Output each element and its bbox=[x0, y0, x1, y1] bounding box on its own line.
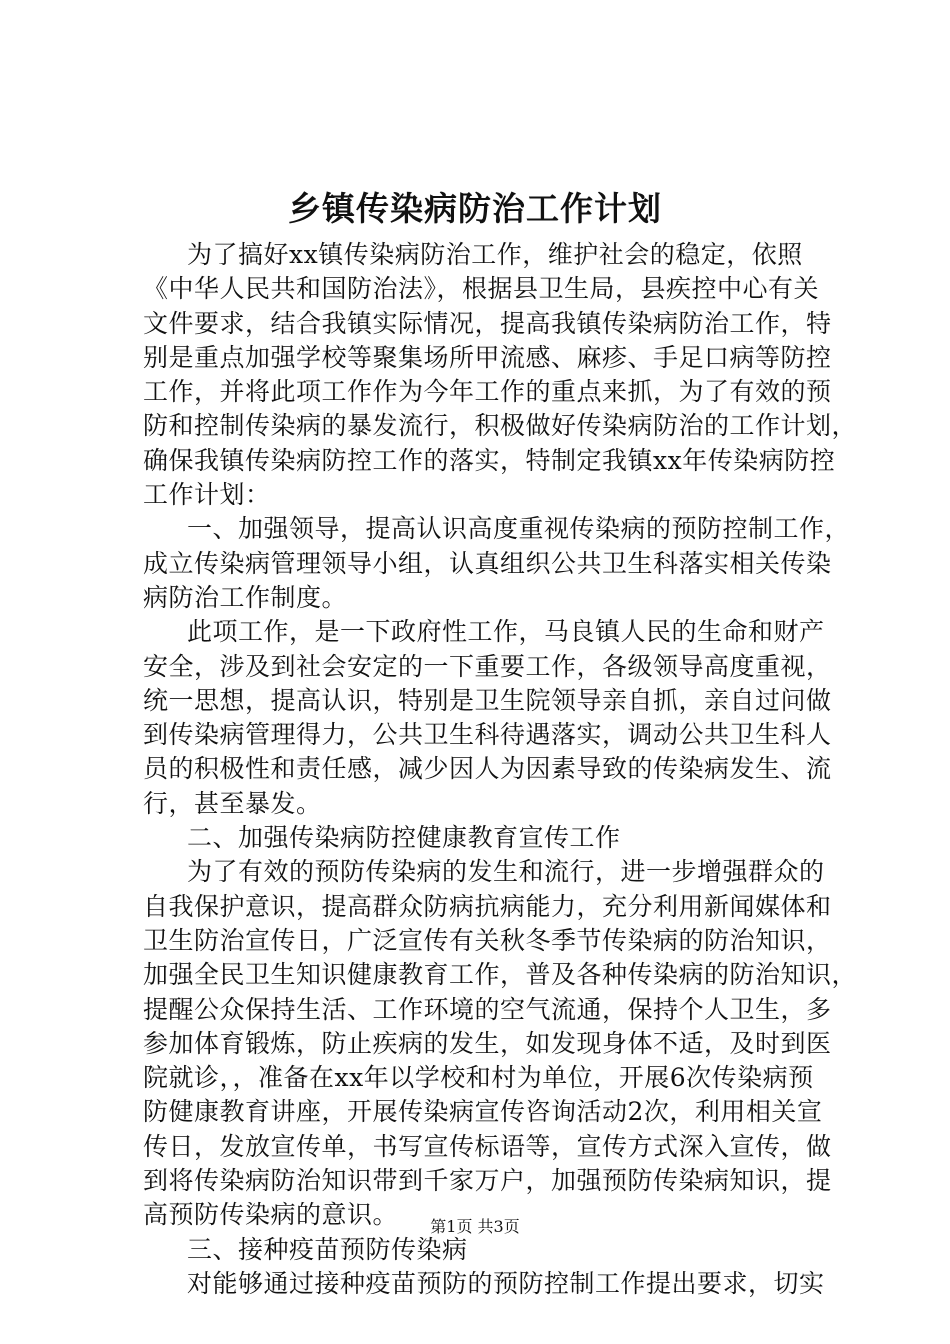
paragraph-line: 此项工作，是一下政府性工作，马良镇人民的生命和财产 bbox=[187, 617, 825, 647]
paragraph-line: 为了搞好xx镇传染病防治工作，维护社会的稳定，依照 bbox=[187, 240, 803, 269]
paragraph-line: 高预防传染病的意识。 bbox=[143, 1200, 399, 1230]
paragraph-line: 加强全民卫生知识健康教育工作，普及各种传染病的防治知识， bbox=[143, 960, 858, 990]
paragraph-line: 参加体育锻炼，防止疾病的发生，如发现身体不适，及时到医 bbox=[143, 1028, 832, 1058]
paragraph-line: 为了有效的预防传染病的发生和流行，进一步增强群众的 bbox=[187, 857, 825, 887]
paragraph-line: 安全，涉及到社会安定的一下重要工作，各级领导高度重视， bbox=[143, 651, 832, 681]
paragraph-line: 员的积极性和责任感，减少因人为因素导致的传染病发生、流 bbox=[143, 754, 832, 784]
paragraph-line: 病防治工作制度。 bbox=[143, 582, 348, 612]
paragraph-line: 文件要求，结合我镇实际情况，提高我镇传染病防治工作，特 bbox=[143, 308, 832, 338]
paragraph-line: 防和控制传染病的暴发流行，积极做好传染病防治的工作计划， bbox=[143, 411, 858, 441]
paragraph-line: 行，甚至暴发。 bbox=[143, 788, 322, 818]
paragraph-line: 工作计划： bbox=[143, 480, 271, 510]
paragraph-line: 确保我镇传染病防控工作的落实，特制定我镇xx年传染病防控 bbox=[143, 445, 836, 475]
paragraph-line: 成立传染病管理领导小组，认真组织公共卫生科落实相关传染 bbox=[143, 548, 832, 578]
paragraph-line: 统一思想，提高认识，特别是卫生院领导亲自抓，亲自过问做 bbox=[143, 685, 832, 715]
document-body bbox=[143, 238, 858, 1301]
document-title: 乡镇传染病防治工作计划 bbox=[288, 189, 662, 228]
paragraph-line: 《中华人民共和国防治法》，根据县卫生局，县疾控中心有关 bbox=[143, 274, 820, 304]
page-number-footer: 第1页 共3页 bbox=[430, 1217, 520, 1236]
paragraph-line: 提醒公众保持生活、工作环境的空气流通，保持个人卫生，多 bbox=[143, 994, 832, 1024]
section-heading-line: 二、加强传染病防控健康教育宣传工作 bbox=[187, 823, 621, 853]
section-heading-line: 一、加强领导，提高认识高度重视传染病的预防控制工作， bbox=[187, 514, 851, 544]
paragraph-line: 防健康教育讲座，开展传染病宣传咨询活动2次，利用相关宣 bbox=[143, 1097, 823, 1127]
paragraph-line: 对能够通过接种疫苗预防的预防控制工作提出要求，切实 bbox=[187, 1268, 825, 1298]
paragraph-line: 传日，发放宣传单，书写宣传标语等，宣传方式深入宣传，做 bbox=[143, 1131, 832, 1161]
paragraph-line: 工作，并将此项工作作为今年工作的重点来抓，为了有效的预 bbox=[143, 377, 832, 407]
paragraph-line: 自我保护意识，提高群众防病抗病能力，充分利用新闻媒体和 bbox=[143, 891, 832, 921]
paragraph-line: 别是重点加强学校等聚集场所甲流感、麻疹、手足口病等防控 bbox=[143, 342, 832, 372]
section-heading-line: 三、接种疫苗预防传染病 bbox=[187, 1234, 468, 1264]
paragraph-line: 到将传染病防治知识带到千家万户，加强预防传染病知识，提 bbox=[143, 1166, 832, 1196]
paragraph-line: 院就诊，，准备在xx年以学校和村为单位，开展6次传染病预 bbox=[143, 1063, 814, 1093]
paragraph-line: 到传染病管理得力，公共卫生科待遇落实，调动公共卫生科人 bbox=[143, 720, 832, 750]
paragraph-line: 卫生防治宣传日，广泛宣传有关秋冬季节传染病的防治知识， bbox=[143, 925, 832, 955]
